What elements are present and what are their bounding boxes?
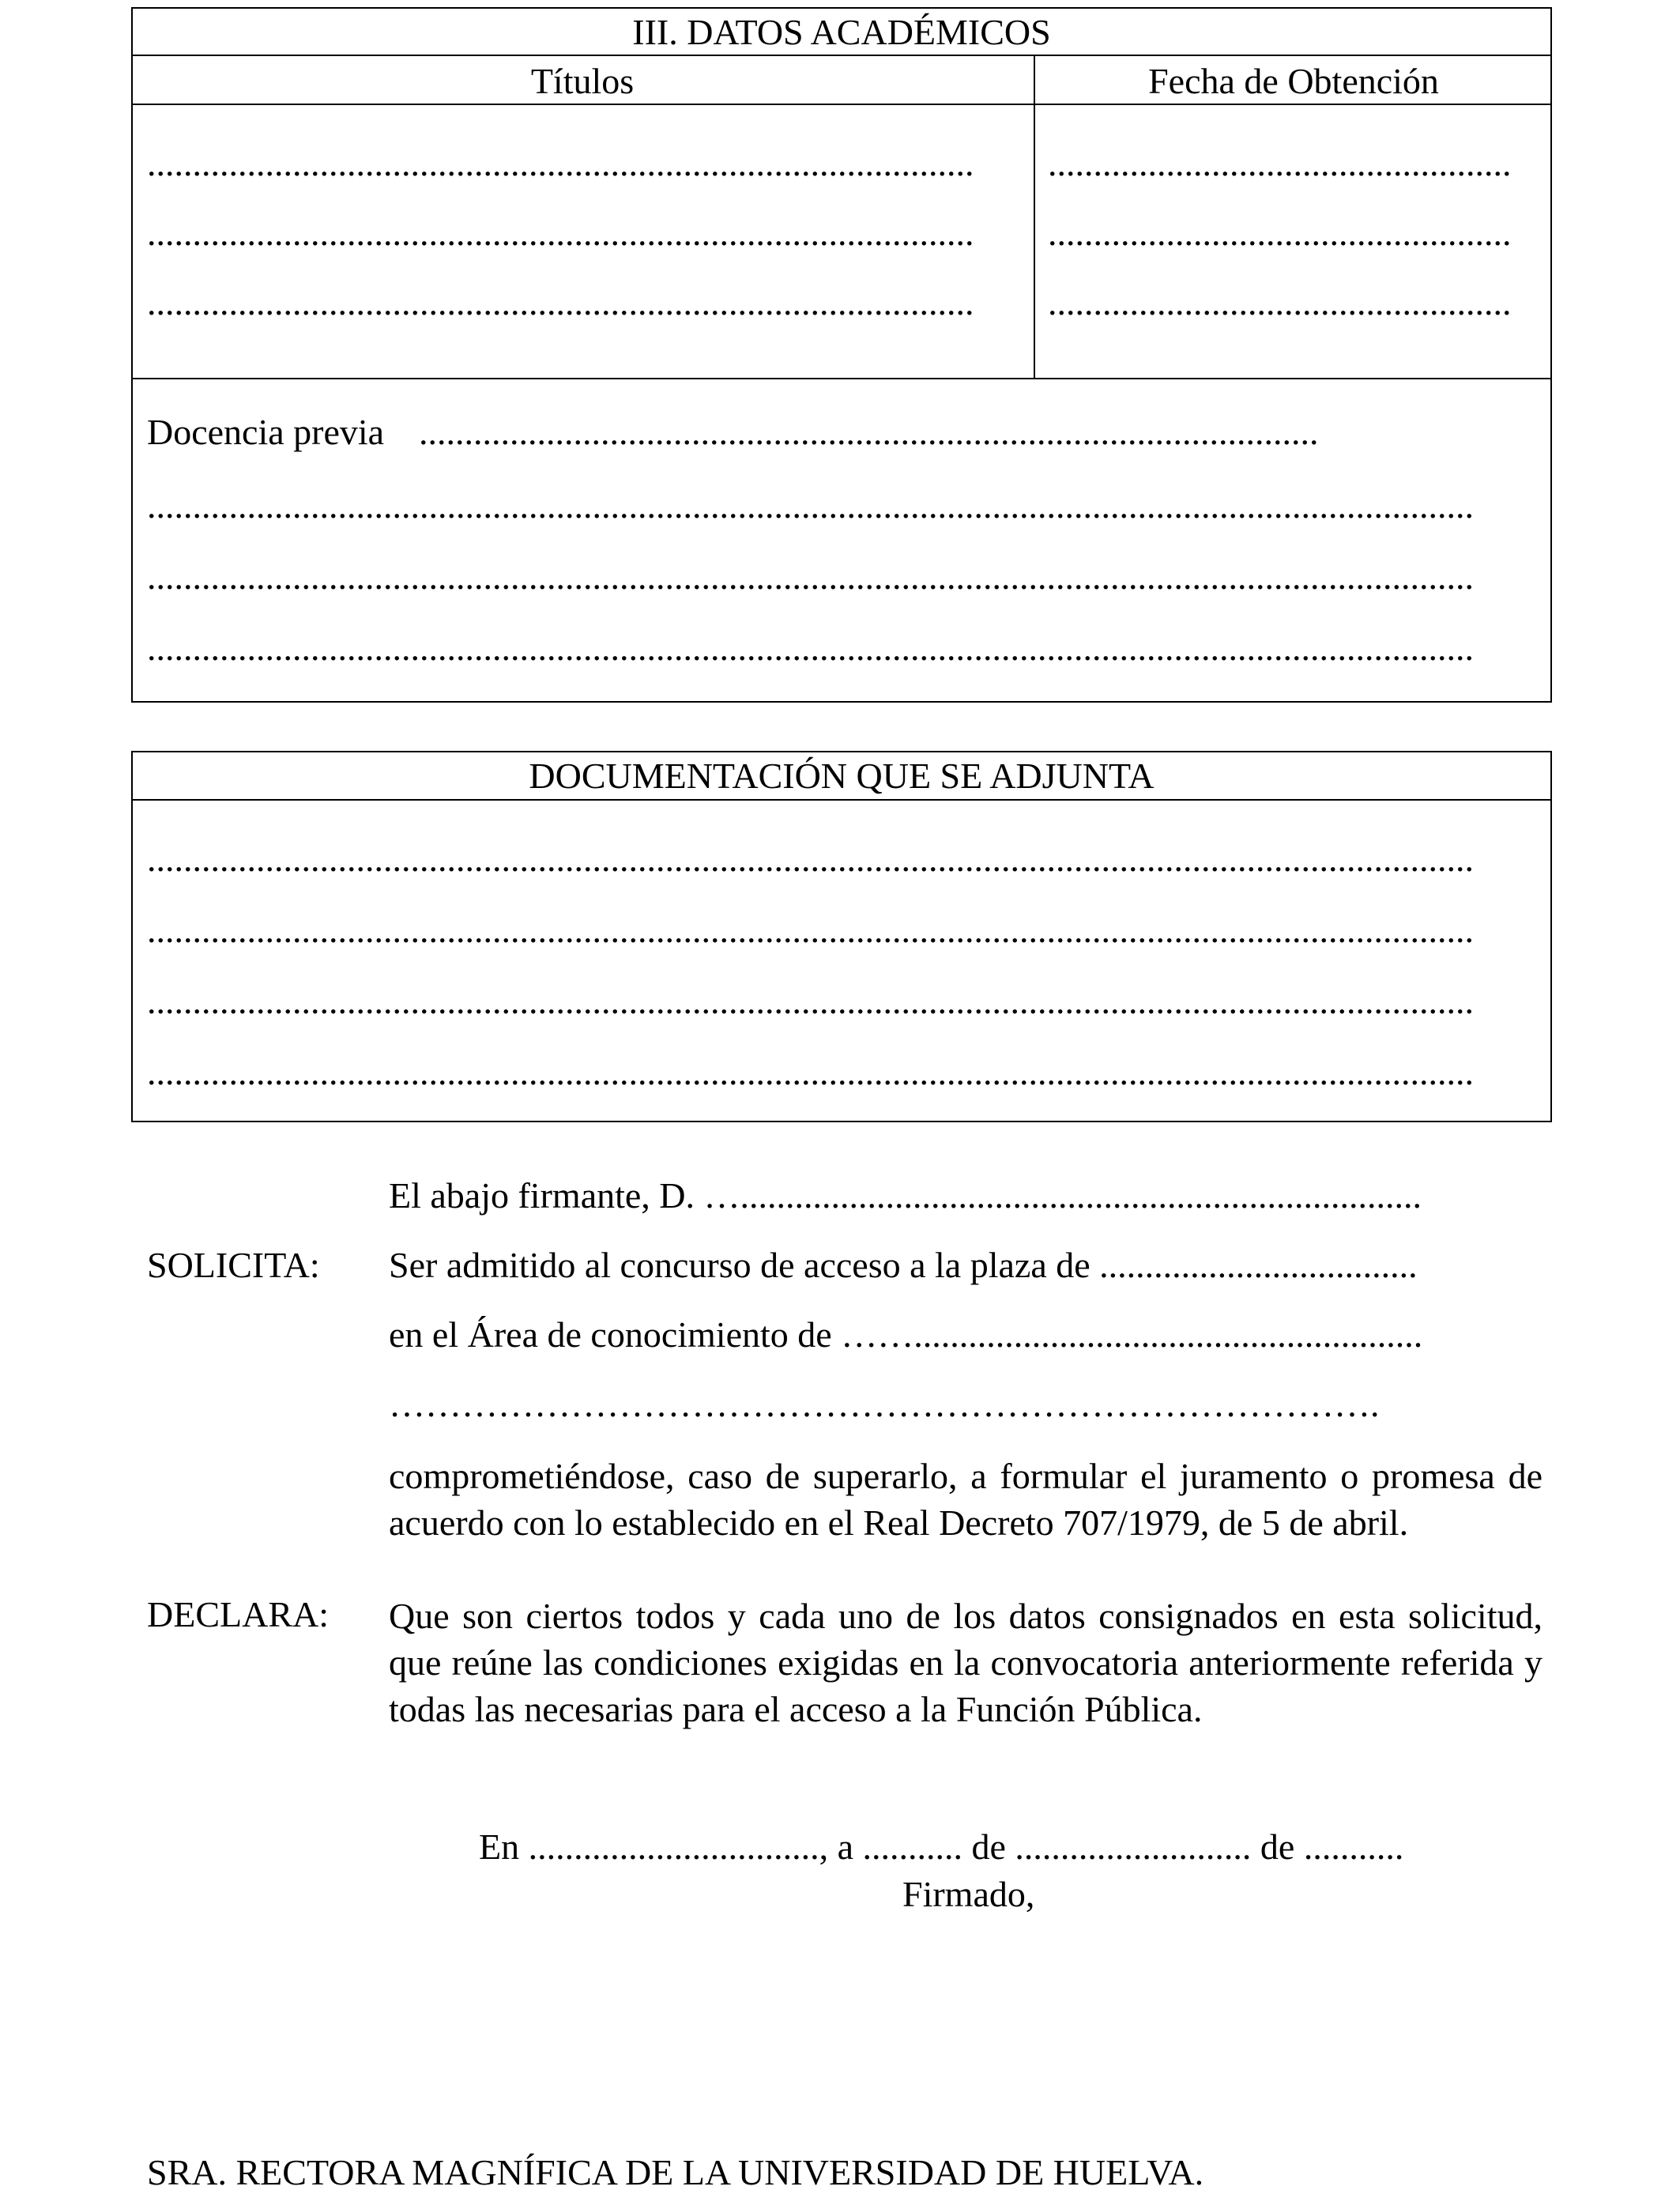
column-header-titles: Títulos	[530, 61, 635, 101]
document-line-4[interactable]: ..................................................................................................................................................	[147, 1053, 1474, 1092]
title-line-2[interactable]: ...........................................................................................	[147, 213, 974, 253]
area-continuation-line[interactable]: ……………………………………………………………………….	[389, 1385, 1380, 1424]
academic-column-divider	[1034, 55, 1035, 379]
column-header-date: Fecha de Obtención	[1148, 61, 1439, 101]
solicita-line[interactable]: Ser admitido al concurso de acceso a la plaza de ...................................	[389, 1246, 1418, 1285]
teaching-line-2[interactable]: ..................................................................................................................................................	[147, 486, 1474, 526]
academic-data-box	[131, 7, 1552, 703]
date-line-2[interactable]: ...................................................	[1048, 213, 1512, 253]
documents-section-title: DOCUMENTACIÓN QUE SE ADJUNTA	[529, 756, 1155, 796]
addressee-line: SRA. RECTORA MAGNÍFICA DE LA UNIVERSIDAD DE HUELVA.	[147, 2152, 1204, 2192]
declaration-paragraph: Que son ciertos todos y cada uno de los datos consignados en esta solicitud, que reúne las condiciones exigidas en la convocatoria anteriormente referida y todas las necesarias para el acceso a la Función Pública.	[389, 1596, 1543, 1729]
title-line-1[interactable]: ...........................................................................................	[147, 144, 974, 183]
solicita-label: SOLICITA:	[147, 1245, 320, 1285]
academic-table-bottom-divider	[131, 378, 1552, 379]
place-date-line[interactable]: En ................................, a ........... de .......................... de ...........	[479, 1826, 1404, 1867]
teaching-line-4[interactable]: ..................................................................................................................................................	[147, 628, 1474, 668]
documents-title-divider	[131, 799, 1552, 801]
academic-header-divider	[131, 104, 1552, 105]
signer-line[interactable]: El abajo firmante, D. …...........................................................................	[389, 1176, 1422, 1216]
academic-section-title: III. DATOS ACADÉMICOS	[632, 12, 1051, 52]
teaching-first-line[interactable]: ...................................................................................................	[419, 413, 1319, 452]
commitment-paragraph: comprometiéndose, caso de superarlo, a formular el juramento o promesa de acuerdo con lo establecido en el Real Decreto 707/1979, de 5 de abril.	[389, 1456, 1543, 1543]
teaching-line-3[interactable]: ..................................................................................................................................................	[147, 557, 1474, 597]
title-line-3[interactable]: ...........................................................................................	[147, 283, 974, 322]
date-line-3[interactable]: ...................................................	[1048, 283, 1512, 322]
document-line-3[interactable]: ..................................................................................................................................................	[147, 982, 1474, 1021]
teaching-label: Docencia previa	[147, 412, 385, 452]
area-line[interactable]: en el Área de conocimiento de ……........................................................	[389, 1315, 1423, 1355]
academic-title-divider	[131, 55, 1552, 56]
document-line-1[interactable]: ..................................................................................................................................................	[147, 839, 1474, 879]
document-line-2[interactable]: ..................................................................................................................................................	[147, 910, 1474, 950]
date-line-1[interactable]: ...................................................	[1048, 144, 1512, 183]
declara-label: DECLARA:	[147, 1594, 329, 1634]
signed-label: Firmado,	[902, 1874, 1035, 1914]
